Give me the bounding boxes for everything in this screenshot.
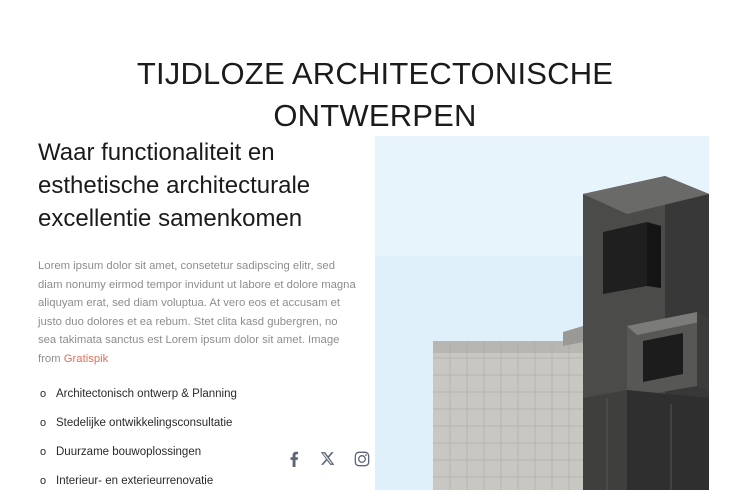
hero-image xyxy=(375,136,709,490)
list-bullet-icon: o xyxy=(40,446,47,458)
instagram-icon[interactable] xyxy=(353,450,370,467)
body-paragraph xyxy=(38,257,358,368)
list-item xyxy=(40,415,360,431)
list-bullet-icon: o xyxy=(40,417,47,429)
list-bullet-icon: o xyxy=(40,475,47,487)
list-item xyxy=(40,386,360,402)
list-item-label: Stedelijke ontwikkelingsconsultatie xyxy=(56,417,233,429)
facebook-icon[interactable] xyxy=(285,450,302,467)
list-item-label: Architectonisch ontwerp & Planning xyxy=(56,388,237,400)
left-content-column xyxy=(38,136,358,368)
list-item-label: Duurzame bouwoplossingen xyxy=(56,446,202,458)
x-twitter-icon[interactable] xyxy=(319,450,336,467)
page-title: TIJDLOZE ARCHITECTONISCHE ONTWERPEN xyxy=(136,55,614,133)
list-item-label: Interieur- en exterieurrenovatie xyxy=(56,475,214,487)
list-bullet-icon: o xyxy=(40,388,47,400)
list-item xyxy=(40,473,360,489)
services-list xyxy=(40,386,360,502)
image-credit-link[interactable]: Gratispik xyxy=(63,352,109,365)
body-paragraph-text: Lorem ipsum dolor sit amet, consetetur sadipscing elitr, sed diam nonumy eirmod tempor invidunt ut labore et dolore magna aliquyam erat, sed diam voluptua. At vero eos et accusam et justo duo dolores et ea rebum. Stet clita kasd gubergren, no sea takimata sanctus est Lorem ipsum dolor sit amet. Image from xyxy=(38,260,356,365)
section-subtitle: Waar functionaliteit en esthetische architecturale excellentie samenkomen xyxy=(38,139,311,232)
social-links xyxy=(285,450,370,467)
